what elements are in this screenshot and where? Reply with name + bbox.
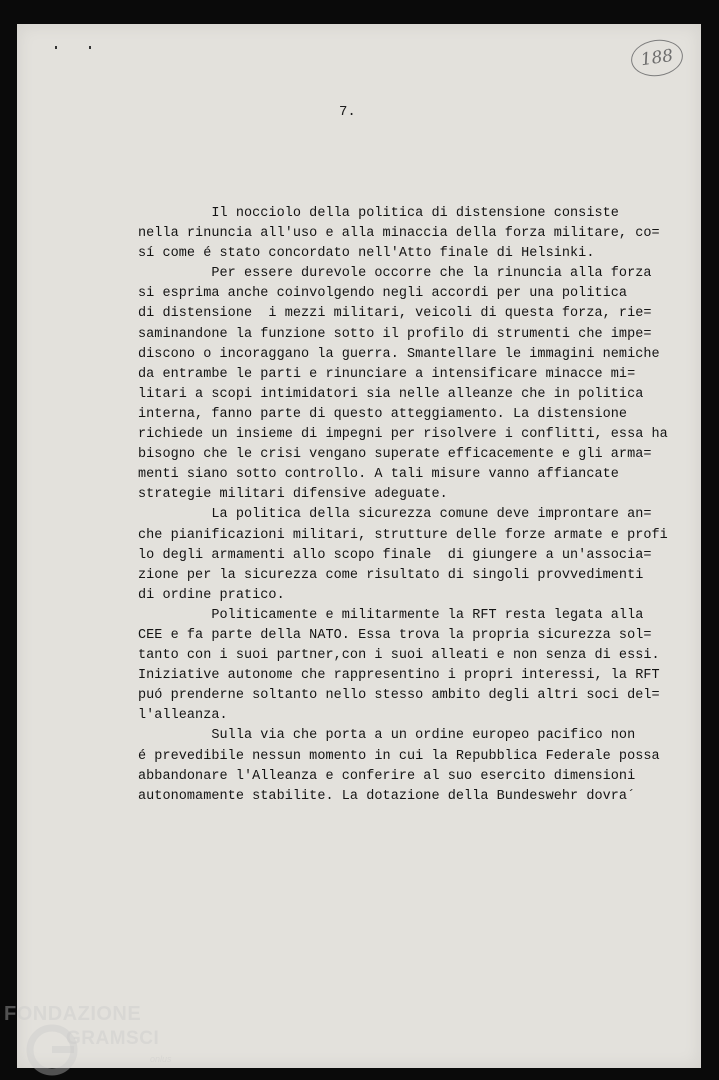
archive-number-stamp [629,37,686,80]
text-line: abbandonare l'Alleanza e conferire al suo esercito dimensioni [138,768,636,784]
text-line: menti siano sotto controllo. A tali misure vanno affiancate [138,467,619,483]
text-line: che pianificazioni militari, strutture delle forze armate e profi [138,527,668,543]
page-number: 7. [339,104,356,120]
text-line: é prevedibile nessun momento in cui la Repubblica Federale possa [138,748,660,764]
watermark-line-2: GRAMSCI [66,1028,160,1049]
typed-text-body [138,204,668,807]
text-line: nella rinuncia all'uso e alla minaccia della forza militare, co= [138,226,660,242]
text-line: lo degli armamenti allo scopo finale di giungere a un'associa= [138,547,652,563]
text-line: si esprima anche coinvolgendo negli accordi per una politica [138,286,628,302]
document-page [17,24,701,1068]
archive-number-text: 188 [639,45,675,71]
text-line: bisogno che le crisi vengano superate efficacemente e gli arma= [138,447,652,463]
punch-mark [55,46,57,49]
watermark-sub: onlus [150,1054,172,1064]
text-line: saminandone la funzione sotto il profilo di strumenti che impe= [138,326,652,342]
text-line: da entrambe le parti e rinunciare a intensificare minacce mi= [138,366,636,382]
text-line: sí come é stato concordato nell'Atto finale di Helsinki. [138,246,595,262]
text-line: autonomamente stabilite. La dotazione della Bundeswehr dovra´ [138,788,636,804]
text-line: La politica della sicurezza comune deve improntare an= [138,507,652,523]
text-line: tanto con i suoi partner,con i suoi alleati e non senza di essi. [138,648,660,664]
text-line: l'alleanza. [138,708,228,724]
text-line: Sulla via che porta a un ordine europeo pacifico non [138,728,636,744]
text-line: di distensione i mezzi militari, veicoli di questa forza, rie= [138,306,652,322]
text-line: richiede un insieme di impegni per risolvere i conflitti, essa ha [138,427,668,443]
text-line: Politicamente e militarmente la RFT resta legata alla [138,607,644,623]
text-line: strategie militari difensive adeguate. [138,487,448,503]
text-line: puó prenderne soltanto nello stesso ambito degli altri soci del= [138,688,660,704]
text-line: Iniziative autonome che rappresentino i propri interessi, la RFT [138,668,660,684]
text-line: zione per la sicurezza come risultato di singoli provvedimenti [138,567,644,583]
text-line: Per essere durevole occorre che la rinuncia alla forza [138,266,652,282]
fondazione-gramsci-watermark [4,1001,204,1077]
text-line: CEE e fa parte della NATO. Essa trova la propria sicurezza sol= [138,627,652,643]
punch-mark [89,46,91,49]
text-line: di ordine pratico. [138,587,285,603]
watermark-line-1: FONDAZIONE [4,1003,142,1025]
text-line: litari a scopi intimidatori sia nelle alleanze che in politica [138,386,644,402]
text-line: Il nocciolo della politica di distensione consiste [138,206,619,221]
text-line: interna, fanno parte di questo atteggiamento. La distensione [138,406,628,422]
text-line: discono o incoraggano la guerra. Smantellare le immagini nemiche [138,346,660,362]
